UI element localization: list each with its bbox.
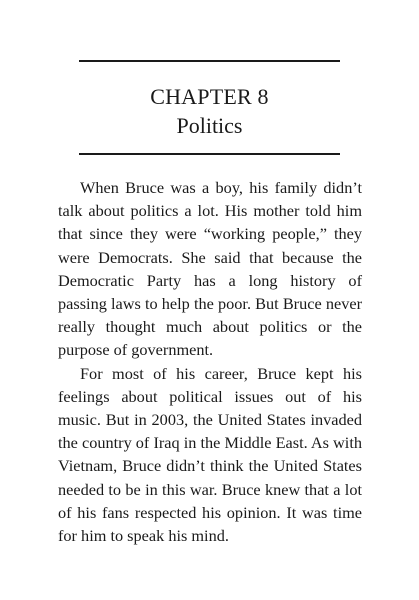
chapter-title: Politics — [176, 113, 243, 138]
paragraph-1: When Bruce was a boy, his family didn’t talk about politics a lot. His mother told him that since they were “working people,” they were Democrats. She said that because the Democratic Party has a long history of passing laws to help the poor. But Bruce never really thought much about politics or the purpose of government. — [58, 178, 362, 360]
paragraph-2: For most of his career, Bruce kept his feelings about political issues out of his music. But in 2003, the United States invaded the country of Iraq in the Middle East. As with Vietnam, Bruce didn’t think the United States needed to be in this war. Bruce knew that a lot of his fans respected his opinion. It was time for him to speak his mind. — [58, 363, 362, 546]
top-rule — [79, 60, 340, 62]
bottom-rule — [79, 153, 340, 155]
body-text — [58, 176, 362, 547]
chapter-number: CHAPTER 8 — [150, 84, 269, 109]
